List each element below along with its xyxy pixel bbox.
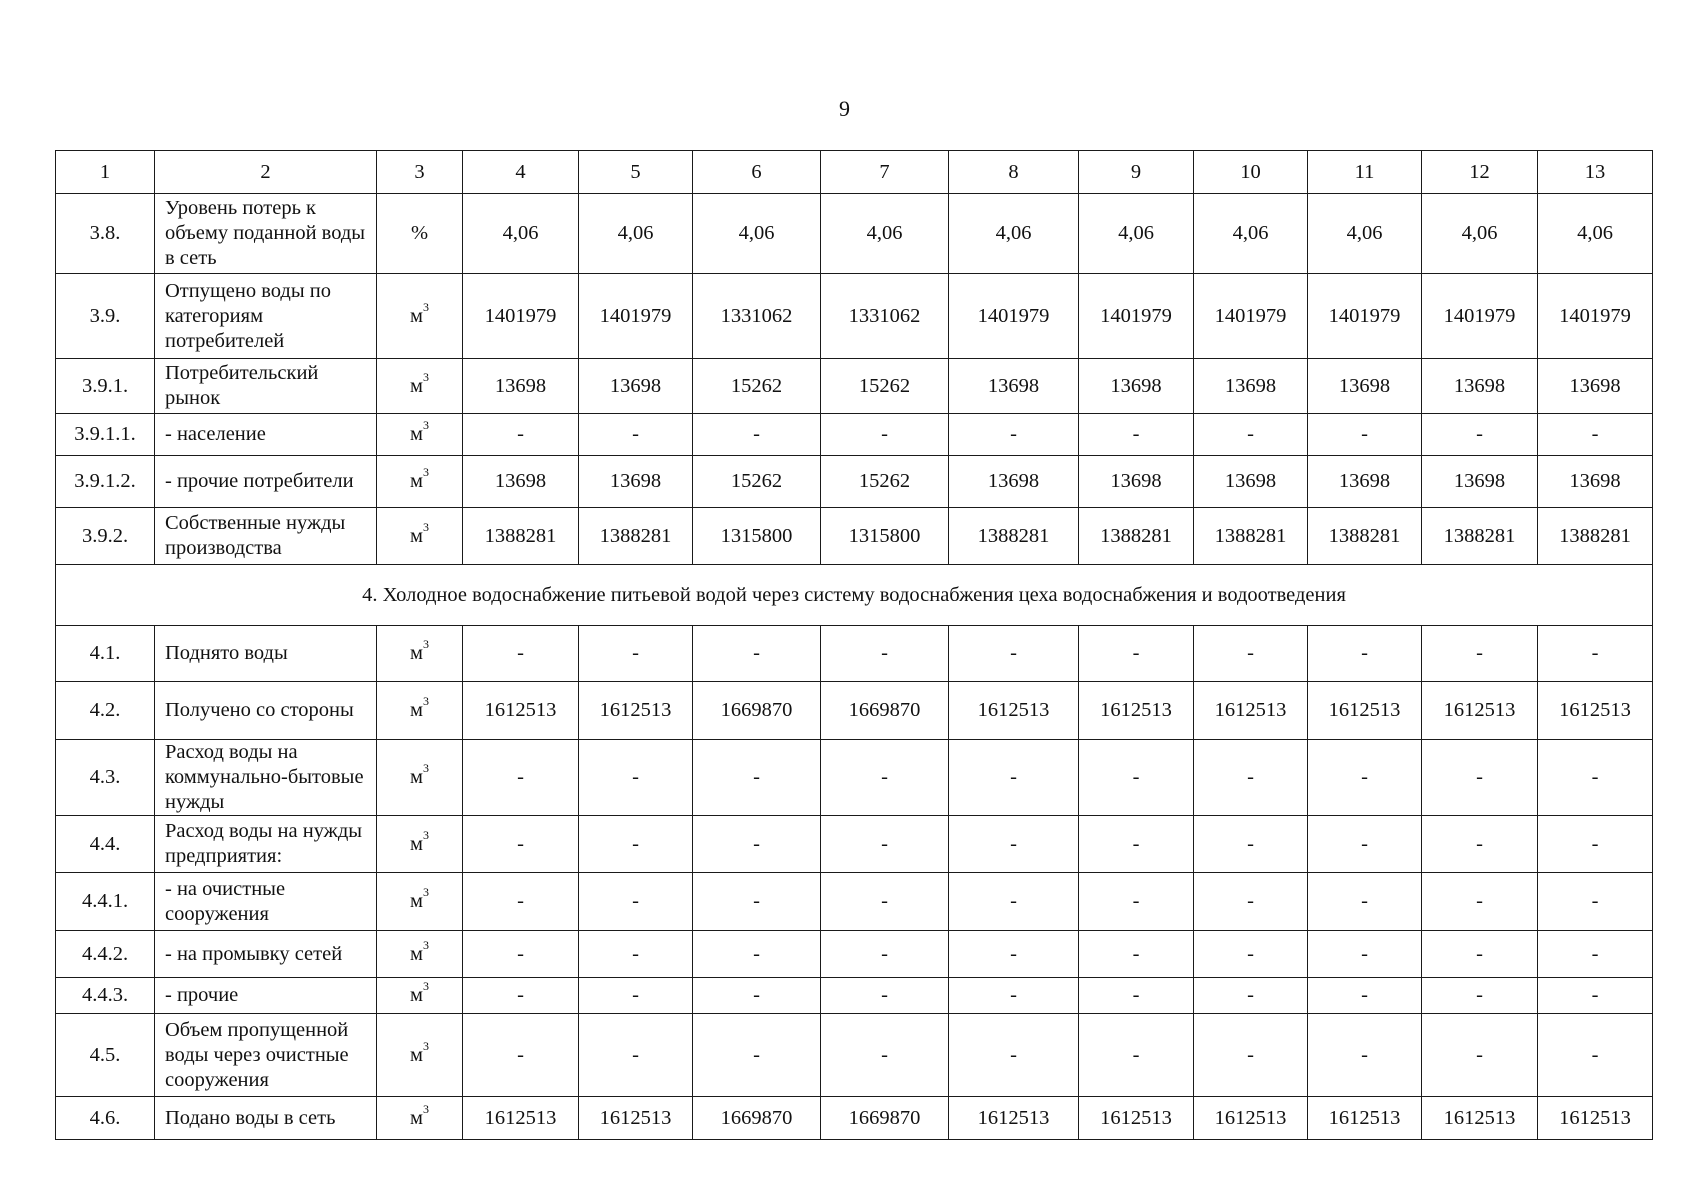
value-cell: 4,06 <box>693 194 821 274</box>
value-cell: 1612513 <box>463 1097 579 1140</box>
value-cell: - <box>949 978 1079 1014</box>
table-row <box>56 626 1653 682</box>
unit-text: % <box>410 222 429 244</box>
unit-cell <box>377 274 463 359</box>
row-number-cell: 3.9.1.1. <box>56 414 155 456</box>
value-cell: - <box>1308 873 1422 931</box>
value-cell: - <box>579 931 693 978</box>
value-cell: 4,06 <box>1308 194 1422 274</box>
value-cell: 4,06 <box>1194 194 1308 274</box>
value-cell: 13698 <box>1079 456 1194 508</box>
row-number-cell: 3.9.1.2. <box>56 456 155 508</box>
value-cell: 1612513 <box>1422 1097 1538 1140</box>
value-cell: - <box>463 414 579 456</box>
value-cell: - <box>1194 873 1308 931</box>
table-row <box>56 414 1653 456</box>
value-cell: 15262 <box>821 359 949 414</box>
value-cell: - <box>579 816 693 873</box>
indicator-name-cell: - прочие <box>155 978 377 1014</box>
value-cell: - <box>693 740 821 816</box>
value-cell: 1388281 <box>1422 508 1538 565</box>
unit-cell <box>377 414 463 456</box>
value-cell: 13698 <box>463 456 579 508</box>
header-cell: 3 <box>377 151 463 194</box>
value-cell: 13698 <box>1422 359 1538 414</box>
unit-text: м <box>410 304 423 327</box>
value-cell: - <box>821 740 949 816</box>
header-cell: 5 <box>579 151 693 194</box>
indicator-name-cell: Потребительский рынок <box>155 359 377 414</box>
indicator-name-cell: Расход воды на коммунально-бытовые нужды <box>155 740 377 816</box>
unit-superscript: 3 <box>422 761 429 776</box>
value-cell: - <box>463 873 579 931</box>
value-cell: - <box>1308 1014 1422 1097</box>
value-cell: - <box>579 1014 693 1097</box>
value-cell: - <box>463 740 579 816</box>
value-cell: 4,06 <box>1422 194 1538 274</box>
unit-text: м <box>410 470 423 492</box>
value-cell: 1401979 <box>1422 274 1538 359</box>
indicator-name-cell: Поднято воды <box>155 626 377 682</box>
section-row <box>56 565 1653 626</box>
indicator-name-cell: - на очистные сооружения <box>155 873 377 931</box>
value-cell: - <box>1538 816 1653 873</box>
value-cell: - <box>1308 931 1422 978</box>
value-cell: 1331062 <box>693 274 821 359</box>
unit-cell <box>377 682 463 740</box>
value-cell: - <box>1079 414 1194 456</box>
table-row <box>56 682 1653 740</box>
value-cell: - <box>821 626 949 682</box>
header-row <box>56 151 1653 194</box>
value-cell: - <box>579 978 693 1014</box>
row-number-cell: 4.2. <box>56 682 155 740</box>
table-row <box>56 816 1653 873</box>
value-cell: 13698 <box>579 456 693 508</box>
header-cell: 11 <box>1308 151 1422 194</box>
value-cell: 1612513 <box>1422 682 1538 740</box>
value-cell: 1669870 <box>693 1097 821 1140</box>
value-cell: 13698 <box>949 359 1079 414</box>
value-cell: 1388281 <box>463 508 579 565</box>
value-cell: - <box>1194 1014 1308 1097</box>
indicator-name-cell: - прочие потребители <box>155 456 377 508</box>
value-cell: - <box>1079 873 1194 931</box>
value-cell: - <box>1079 931 1194 978</box>
value-cell: - <box>1308 740 1422 816</box>
value-cell: - <box>1538 626 1653 682</box>
value-cell: 13698 <box>1308 359 1422 414</box>
indicator-name-cell: Объем пропущенной воды через очистные сооружения <box>155 1014 377 1097</box>
value-cell: - <box>1422 931 1538 978</box>
table-row <box>56 359 1653 414</box>
unit-text: м <box>410 942 423 965</box>
value-cell: 13698 <box>1194 456 1308 508</box>
value-cell: - <box>949 740 1079 816</box>
value-cell: - <box>463 1014 579 1097</box>
row-number-cell: 4.3. <box>56 740 155 816</box>
value-cell: 4,06 <box>463 194 579 274</box>
row-number-cell: 4.1. <box>56 626 155 682</box>
unit-superscript: 3 <box>422 418 429 433</box>
value-cell: - <box>1079 1014 1194 1097</box>
table-row <box>56 508 1653 565</box>
value-cell: 1612513 <box>1308 682 1422 740</box>
value-cell: - <box>949 873 1079 931</box>
unit-cell <box>377 359 463 414</box>
unit-text: м <box>410 1106 423 1129</box>
value-cell: - <box>949 626 1079 682</box>
value-cell: - <box>463 978 579 1014</box>
table-row <box>56 740 1653 816</box>
unit-text: м <box>410 1043 423 1066</box>
unit-cell <box>377 816 463 873</box>
value-cell: - <box>1308 816 1422 873</box>
table-body-section-4 <box>56 626 1653 1140</box>
unit-text: м <box>410 423 423 445</box>
unit-superscript: 3 <box>422 937 429 952</box>
header-cell: 7 <box>821 151 949 194</box>
value-cell: - <box>1538 414 1653 456</box>
table-row <box>56 1014 1653 1097</box>
value-cell: - <box>693 414 821 456</box>
value-cell: - <box>1194 978 1308 1014</box>
value-cell: 13698 <box>1422 456 1538 508</box>
value-cell: - <box>1422 740 1538 816</box>
value-cell: - <box>1422 816 1538 873</box>
unit-cell <box>377 931 463 978</box>
value-cell: 1401979 <box>1194 274 1308 359</box>
data-table <box>55 150 1653 1140</box>
indicator-name-cell: Подано воды в сеть <box>155 1097 377 1140</box>
indicator-name-cell: Уровень потерь к объему поданной воды в сеть <box>155 194 377 274</box>
table-row <box>56 456 1653 508</box>
table-row <box>56 274 1653 359</box>
value-cell: - <box>821 978 949 1014</box>
value-cell: - <box>1422 1014 1538 1097</box>
value-cell: 13698 <box>579 359 693 414</box>
unit-text: м <box>410 766 423 788</box>
unit-cell <box>377 1014 463 1097</box>
unit-superscript: 3 <box>422 299 429 314</box>
row-number-cell: 3.9.1. <box>56 359 155 414</box>
value-cell: - <box>821 873 949 931</box>
value-cell: 1401979 <box>949 274 1079 359</box>
value-cell: 13698 <box>1308 456 1422 508</box>
value-cell: 1669870 <box>821 682 949 740</box>
row-number-cell: 4.4.3. <box>56 978 155 1014</box>
value-cell: 15262 <box>821 456 949 508</box>
value-cell: - <box>1422 626 1538 682</box>
value-cell: - <box>1079 740 1194 816</box>
value-cell: 13698 <box>463 359 579 414</box>
value-cell: 1388281 <box>949 508 1079 565</box>
value-cell: 1388281 <box>579 508 693 565</box>
value-cell: 1612513 <box>949 1097 1079 1140</box>
value-cell: 4,06 <box>949 194 1079 274</box>
value-cell: - <box>1194 414 1308 456</box>
value-cell: - <box>693 873 821 931</box>
value-cell: - <box>693 1014 821 1097</box>
unit-text: м <box>410 890 423 912</box>
value-cell: 15262 <box>693 456 821 508</box>
unit-superscript: 3 <box>422 694 429 709</box>
value-cell: 1669870 <box>821 1097 949 1140</box>
indicator-name-cell: - на промывку сетей <box>155 931 377 978</box>
table-row <box>56 873 1653 931</box>
value-cell: 1612513 <box>1194 682 1308 740</box>
indicator-name-cell: Отпущено воды по категориям потребителей <box>155 274 377 359</box>
value-cell: 1388281 <box>1079 508 1194 565</box>
value-cell: - <box>693 626 821 682</box>
unit-superscript: 3 <box>422 1101 429 1116</box>
value-cell: - <box>949 931 1079 978</box>
value-cell: 4,06 <box>1079 194 1194 274</box>
value-cell: 1612513 <box>1538 1097 1653 1140</box>
value-cell: - <box>1308 978 1422 1014</box>
value-cell: - <box>463 816 579 873</box>
value-cell: 15262 <box>693 359 821 414</box>
table-row <box>56 931 1653 978</box>
value-cell: - <box>1422 414 1538 456</box>
unit-superscript: 3 <box>422 827 429 842</box>
value-cell: - <box>579 626 693 682</box>
value-cell: - <box>579 740 693 816</box>
unit-text: м <box>410 524 423 547</box>
unit-superscript: 3 <box>422 369 429 384</box>
value-cell: 1401979 <box>1079 274 1194 359</box>
value-cell: - <box>1538 1014 1653 1097</box>
unit-cell <box>377 978 463 1014</box>
value-cell: 1331062 <box>821 274 949 359</box>
value-cell: - <box>693 931 821 978</box>
unit-text: м <box>410 832 423 855</box>
value-cell: 13698 <box>1079 359 1194 414</box>
value-cell: - <box>821 816 949 873</box>
value-cell: - <box>1079 816 1194 873</box>
value-cell: 1612513 <box>949 682 1079 740</box>
unit-superscript: 3 <box>422 885 429 900</box>
row-number-cell: 4.4. <box>56 816 155 873</box>
page-number: 9 <box>839 96 850 121</box>
value-cell: 1388281 <box>1308 508 1422 565</box>
value-cell: - <box>1079 978 1194 1014</box>
unit-cell <box>377 626 463 682</box>
value-cell: 1612513 <box>463 682 579 740</box>
unit-cell <box>377 456 463 508</box>
table-row <box>56 194 1653 274</box>
value-cell: 1612513 <box>1194 1097 1308 1140</box>
value-cell: - <box>463 626 579 682</box>
unit-superscript: 3 <box>422 519 429 534</box>
indicator-name-cell: Собственные нужды производства <box>155 508 377 565</box>
value-cell: - <box>579 414 693 456</box>
value-cell: 1612513 <box>1079 1097 1194 1140</box>
value-cell: 4,06 <box>579 194 693 274</box>
unit-cell <box>377 194 463 274</box>
value-cell: - <box>1538 931 1653 978</box>
table-row <box>56 978 1653 1014</box>
value-cell: 1401979 <box>1308 274 1422 359</box>
row-number-cell: 4.5. <box>56 1014 155 1097</box>
value-cell: 1669870 <box>693 682 821 740</box>
value-cell: - <box>949 414 1079 456</box>
value-cell: 1315800 <box>821 508 949 565</box>
unit-cell <box>377 508 463 565</box>
header-cell: 4 <box>463 151 579 194</box>
unit-superscript: 3 <box>422 979 429 994</box>
unit-cell <box>377 873 463 931</box>
value-cell: - <box>1194 931 1308 978</box>
value-cell: 1612513 <box>1538 682 1653 740</box>
unit-text: м <box>410 642 423 664</box>
value-cell: - <box>949 816 1079 873</box>
value-cell: 13698 <box>1538 456 1653 508</box>
value-cell: 1401979 <box>579 274 693 359</box>
header-cell: 6 <box>693 151 821 194</box>
value-cell: - <box>693 816 821 873</box>
value-cell: - <box>1308 414 1422 456</box>
row-number-cell: 4.6. <box>56 1097 155 1140</box>
value-cell: 13698 <box>1538 359 1653 414</box>
value-cell: - <box>1538 978 1653 1014</box>
indicator-name-cell: Получено со стороны <box>155 682 377 740</box>
header-cell: 9 <box>1079 151 1194 194</box>
unit-superscript: 3 <box>422 637 429 652</box>
value-cell: - <box>1079 626 1194 682</box>
table-body-section-3 <box>56 151 1653 565</box>
unit-cell <box>377 740 463 816</box>
header-cell: 8 <box>949 151 1079 194</box>
value-cell: - <box>579 873 693 931</box>
value-cell: - <box>1538 740 1653 816</box>
value-cell: - <box>1422 978 1538 1014</box>
value-cell: - <box>821 414 949 456</box>
table-row <box>56 1097 1653 1140</box>
value-cell: - <box>1194 626 1308 682</box>
value-cell: 4,06 <box>821 194 949 274</box>
unit-text: м <box>410 699 423 721</box>
header-cell: 12 <box>1422 151 1538 194</box>
value-cell: 1401979 <box>1538 274 1653 359</box>
row-number-cell: 3.9.2. <box>56 508 155 565</box>
indicator-name-cell: - население <box>155 414 377 456</box>
value-cell: - <box>821 1014 949 1097</box>
unit-text: м <box>410 984 423 1006</box>
value-cell: - <box>1308 626 1422 682</box>
row-number-cell: 4.4.2. <box>56 931 155 978</box>
table-section-header-4 <box>56 565 1653 626</box>
value-cell: 1612513 <box>579 1097 693 1140</box>
unit-text: м <box>410 374 423 397</box>
value-cell: 1612513 <box>1079 682 1194 740</box>
value-cell: 1401979 <box>463 274 579 359</box>
unit-superscript: 3 <box>422 1038 429 1053</box>
value-cell: - <box>693 978 821 1014</box>
value-cell: - <box>1194 740 1308 816</box>
value-cell: 1612513 <box>1308 1097 1422 1140</box>
header-cell: 1 <box>56 151 155 194</box>
indicator-name-cell: Расход воды на нужды предприятия: <box>155 816 377 873</box>
value-cell: - <box>463 931 579 978</box>
header-cell: 13 <box>1538 151 1653 194</box>
value-cell: - <box>821 931 949 978</box>
unit-cell <box>377 1097 463 1140</box>
value-cell: - <box>949 1014 1079 1097</box>
value-cell: - <box>1194 816 1308 873</box>
row-number-cell: 3.8. <box>56 194 155 274</box>
row-number-cell: 3.9. <box>56 274 155 359</box>
value-cell: 13698 <box>949 456 1079 508</box>
value-cell: - <box>1538 873 1653 931</box>
value-cell: 1612513 <box>579 682 693 740</box>
value-cell: 1315800 <box>693 508 821 565</box>
value-cell: 1388281 <box>1538 508 1653 565</box>
value-cell: - <box>1422 873 1538 931</box>
value-cell: 13698 <box>1194 359 1308 414</box>
row-number-cell: 4.4.1. <box>56 873 155 931</box>
header-cell: 2 <box>155 151 377 194</box>
header-cell: 10 <box>1194 151 1308 194</box>
value-cell: 4,06 <box>1538 194 1653 274</box>
section-title: 4. Холодное водоснабжение питьевой водой через систему водоснабжения цеха водоснабжения и водоотведения <box>56 565 1653 626</box>
value-cell: 1388281 <box>1194 508 1308 565</box>
unit-superscript: 3 <box>422 465 429 480</box>
